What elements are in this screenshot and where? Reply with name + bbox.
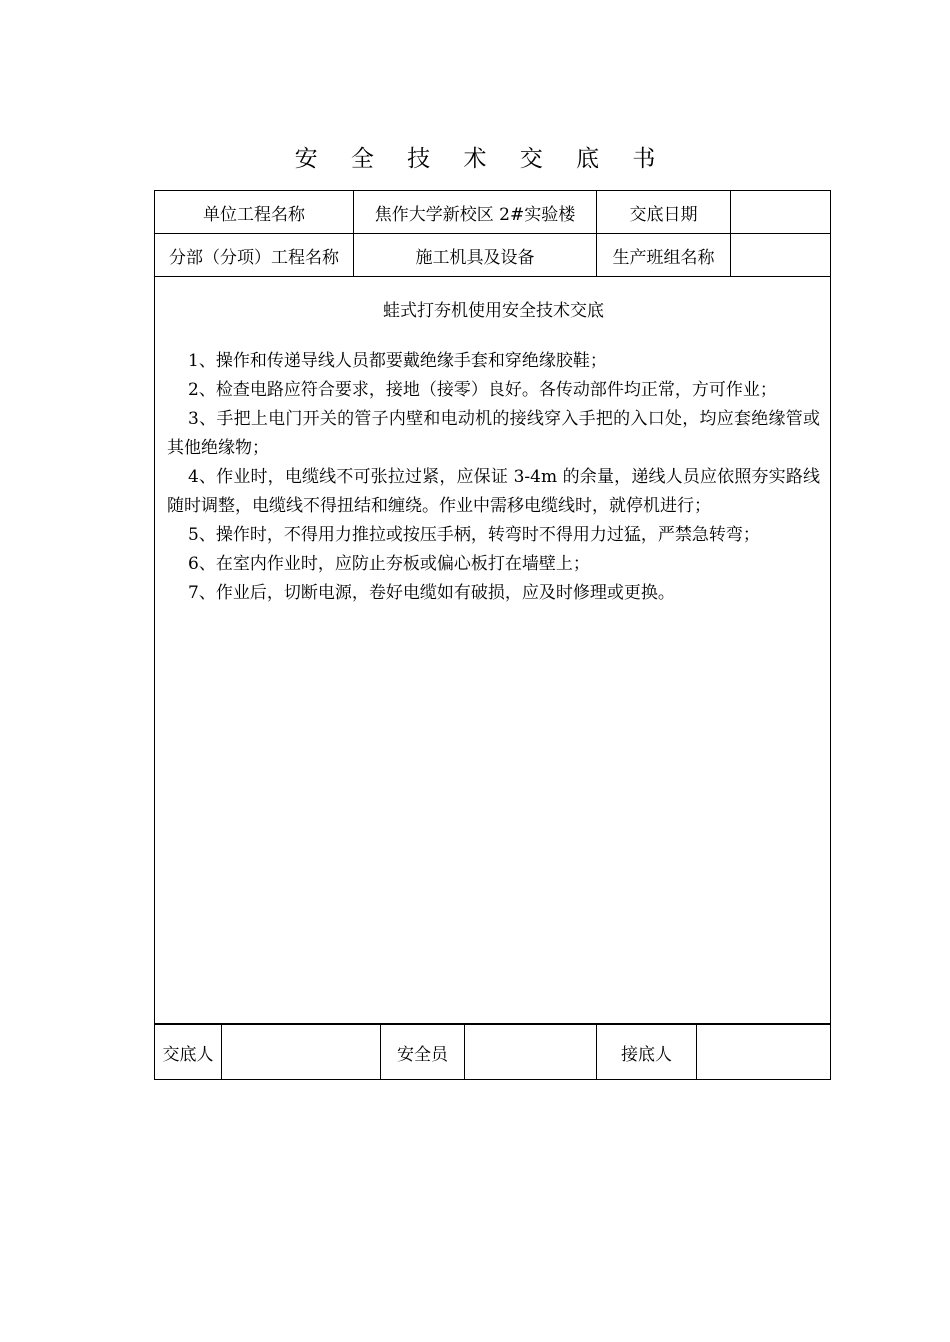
instruction-item-2: 2、检查电路应符合要求，接地（接零）良好。各传动部件均正常，方可作业； <box>188 380 777 400</box>
content-body <box>155 277 830 608</box>
team-value-field[interactable] <box>731 234 831 277</box>
date-value-field[interactable] <box>731 191 831 234</box>
instruction-item-3: 3、手把上电门开关的管子内壁和电动机的接线穿入手把的入口处，均应套绝缘管或其他绝缘物； <box>167 409 820 458</box>
sub-project-label: 分部（分项）工程名称 <box>155 234 354 277</box>
instruction-item-6: 6、在室内作业时，应防止夯板或偏心板打在墙壁上； <box>188 554 590 574</box>
signature-table <box>154 1024 831 1080</box>
discloser-label: 交底人 <box>155 1025 222 1080</box>
safety-officer-signature-field[interactable] <box>465 1025 597 1080</box>
unit-project-value: 焦作大学新校区 2#实验楼 <box>354 191 597 234</box>
team-label: 生产班组名称 <box>597 234 731 277</box>
date-label: 交底日期 <box>597 191 731 234</box>
instruction-item-7: 7、作业后，切断电源，卷好电缆如有破损，应及时修理或更换。 <box>188 583 675 603</box>
header-row-1 <box>155 191 831 234</box>
document-title: 安 全 技 术 交 底 书 <box>294 146 669 172</box>
header-row-2 <box>155 234 831 277</box>
safety-officer-label: 安全员 <box>381 1025 465 1080</box>
sub-project-value: 施工机具及设备 <box>354 234 597 277</box>
disclosure-form-table <box>154 190 831 1024</box>
content-cell <box>155 277 831 1024</box>
content-row <box>155 277 831 1024</box>
signature-row <box>155 1025 831 1080</box>
instruction-item-1: 1、操作和传递导线人员都要戴绝缘手套和穿绝缘胶鞋； <box>188 351 607 371</box>
content-subtitle: 蛙式打夯机使用安全技术交底 <box>383 301 604 321</box>
instruction-item-5: 5、操作时，不得用力推拉或按压手柄，转弯时不得用力过猛，严禁急转弯； <box>188 525 760 545</box>
instruction-item-4: 4、作业时，电缆线不可张拉过紧，应保证 3-4m 的余量，递线人员应依照夯实路线随时调整，电缆线不得扭结和缠绕。作业中需移电缆线时，就停机进行； <box>167 467 820 516</box>
receiver-signature-field[interactable] <box>697 1025 831 1080</box>
receiver-label: 接底人 <box>597 1025 697 1080</box>
discloser-signature-field[interactable] <box>222 1025 381 1080</box>
unit-project-label: 单位工程名称 <box>155 191 354 234</box>
